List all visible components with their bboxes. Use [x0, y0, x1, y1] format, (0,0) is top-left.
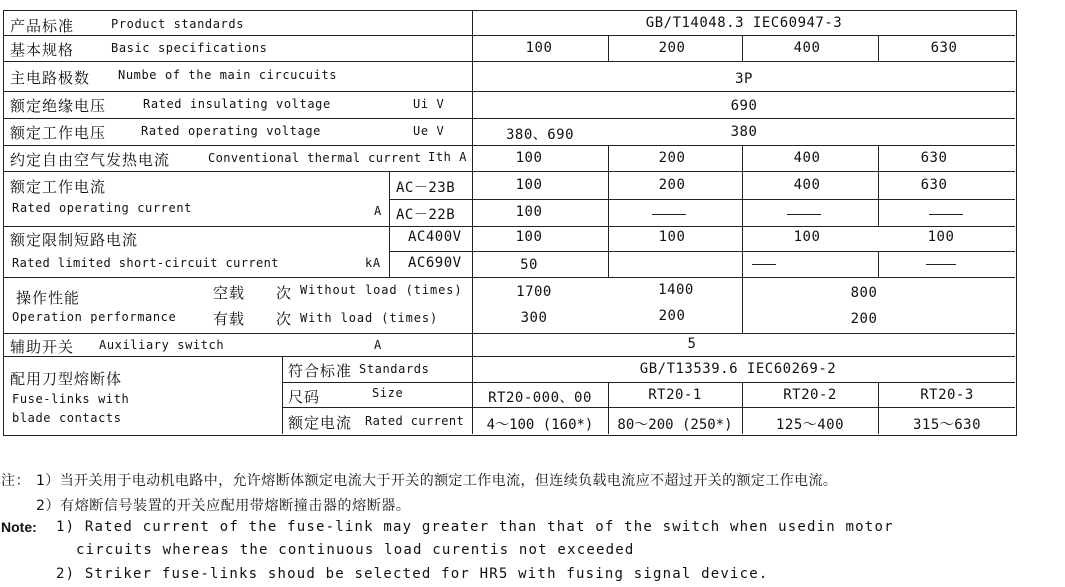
auxiliary-label-zh: 辅助开关: [10, 338, 75, 356]
poles-value: 3P: [735, 71, 753, 87]
ac690v-dash-630: [926, 264, 956, 265]
auxiliary-value: 5: [687, 336, 697, 352]
load-label-en: With load (times): [300, 311, 439, 325]
ac400v-value-4: 100: [927, 229, 955, 245]
insulating-unit: Ui V: [413, 97, 445, 111]
noload-value-1: 1700: [516, 284, 552, 300]
operating-current-label-en: Rated operating current: [12, 201, 192, 215]
noload-value-2: 1400: [658, 282, 694, 298]
operating-voltage-value-2: 380: [730, 124, 758, 140]
short-circuit-unit: kA: [365, 256, 381, 270]
thermal-value-630: 630: [920, 150, 948, 166]
insulating-value: 690: [730, 98, 758, 114]
poles-label-zh: 主电路极数: [10, 69, 91, 87]
load-value-3: 200: [850, 311, 878, 327]
fuse-rated-2: 80～200 (250*): [617, 417, 733, 433]
operating-voltage-value-1: 380、690: [505, 127, 575, 143]
ac23b-value-200: 200: [658, 177, 686, 193]
auxiliary-label-en: Auxiliary switch: [99, 338, 225, 352]
noload-label-en: Without load (times): [300, 283, 463, 297]
thermal-label-en: Conventional thermal current: [208, 151, 422, 165]
load-value-2: 200: [658, 308, 686, 324]
basic-label-zh: 基本规格: [10, 41, 75, 59]
short-circuit-cat-ac400v: AC400V: [408, 229, 462, 245]
basic-value-630: 630: [930, 40, 958, 56]
noload-times-zh: 次: [276, 284, 293, 302]
standard-label-zh: 产品标准: [10, 17, 75, 35]
operating-current-cat-ac22b: AC－22B: [396, 207, 456, 223]
fuse-rated-3: 125～400: [775, 417, 845, 433]
note-en-2: 2) Striker fuse-links shoud be selected for HR5 with fusing signal device.: [56, 566, 769, 582]
ac400v-value-3: 100: [793, 229, 821, 245]
note-zh-1: 1）当开关用于电动机电路中，允许熔断体额定电流大于开关的额定工作电流，但连续负载电流应不超过开关的额定工作电流。: [36, 473, 838, 489]
ac23b-value-400: 400: [793, 177, 821, 193]
specification-table: [3, 10, 1017, 436]
note-zh-label: 注：: [1, 473, 31, 489]
operating-voltage-label-zh: 额定工作电压: [10, 124, 107, 142]
fuse-size-3: RT20-2: [783, 387, 837, 403]
note-en-1: 1) Rated current of the fuse-link may greater than that of the switch when usedin motor: [56, 519, 894, 535]
fuse-standard-label-en: Standards: [359, 362, 430, 376]
fuse-size-label-zh: 尺码: [288, 388, 321, 406]
fuse-standard-value: GB/T13539.6 IEC60269-2: [639, 361, 837, 377]
insulating-label-en: Rated insulating voltage: [143, 97, 331, 111]
fuse-label-zh: 配用刀型熔断体: [10, 370, 123, 388]
auxiliary-unit: A: [374, 338, 382, 352]
short-circuit-cat-ac690v: AC690V: [408, 255, 462, 271]
fuse-rated-label-zh: 额定电流: [288, 414, 353, 432]
ac400v-value-1: 100: [515, 229, 543, 245]
fuse-size-4: RT20-3: [920, 387, 974, 403]
fuse-size-1: RT20-000、00: [488, 390, 592, 406]
operating-voltage-unit: Ue V: [413, 124, 445, 138]
ac690v-value-1: 50: [520, 257, 538, 273]
ac22b-dash-400: [787, 214, 821, 215]
noload-value-3: 800: [850, 285, 878, 301]
performance-label-en: Operation performance: [12, 310, 177, 324]
note-en-1b: circuits whereas the continuous load curentis not exceeded: [76, 542, 635, 558]
poles-label-en: Numbe of the main circucuits: [118, 68, 338, 82]
load-times-zh: 次: [276, 310, 293, 328]
ac22b-dash-630: [929, 214, 963, 215]
fuse-label-en-line1: Fuse-links with: [12, 392, 130, 406]
fuse-rated-label-en: Rated current: [365, 414, 465, 428]
noload-label-zh: 空载: [213, 284, 246, 302]
thermal-value-200: 200: [658, 150, 686, 166]
ac400v-value-2: 100: [658, 229, 686, 245]
ac690v-dash-mid: [752, 264, 776, 265]
fuse-standard-label-zh: 符合标准: [288, 362, 353, 380]
ac23b-value-630: 630: [920, 177, 948, 193]
basic-value-100: 100: [525, 40, 553, 56]
load-label-zh: 有载: [213, 310, 246, 328]
fuse-size-2: RT20-1: [648, 387, 702, 403]
thermal-value-100: 100: [515, 150, 543, 166]
thermal-value-400: 400: [793, 150, 821, 166]
note-zh-2: 2）有熔断信号装置的开关应配用带熔断撞击器的熔断器。: [36, 498, 411, 514]
operating-voltage-label-en: Rated operating voltage: [141, 124, 321, 138]
ac23b-value-100: 100: [515, 177, 543, 193]
note-en-label: Note:: [1, 519, 37, 535]
fuse-label-en-line2: blade contacts: [12, 411, 122, 425]
load-value-1: 300: [520, 310, 548, 326]
short-circuit-label-zh: 额定限制短路电流: [10, 231, 139, 249]
ac22b-value-100: 100: [515, 204, 543, 220]
basic-label-en: Basic specifications: [111, 41, 268, 55]
insulating-label-zh: 额定绝缘电压: [10, 97, 107, 115]
operating-current-cat-ac23b: AC－23B: [396, 180, 456, 196]
thermal-unit: Ith A: [428, 150, 468, 164]
fuse-rated-1: 4～100 (160*): [486, 417, 594, 433]
fuse-rated-4: 315～630: [912, 417, 982, 433]
performance-label-zh: 操作性能: [16, 289, 81, 307]
standard-value: GB/T14048.3 IEC60947-3: [645, 15, 843, 31]
standard-label-en: Product standards: [111, 17, 245, 31]
operating-current-label-zh: 额定工作电流: [10, 178, 107, 196]
short-circuit-label-en: Rated limited short-circuit current: [12, 256, 279, 270]
ac22b-dash-200: [652, 214, 686, 215]
basic-value-200: 200: [658, 40, 686, 56]
fuse-size-label-en: Size: [372, 386, 404, 400]
operating-current-unit: A: [374, 204, 382, 218]
basic-value-400: 400: [793, 40, 821, 56]
thermal-label-zh: 约定自由空气发热电流: [10, 151, 171, 169]
